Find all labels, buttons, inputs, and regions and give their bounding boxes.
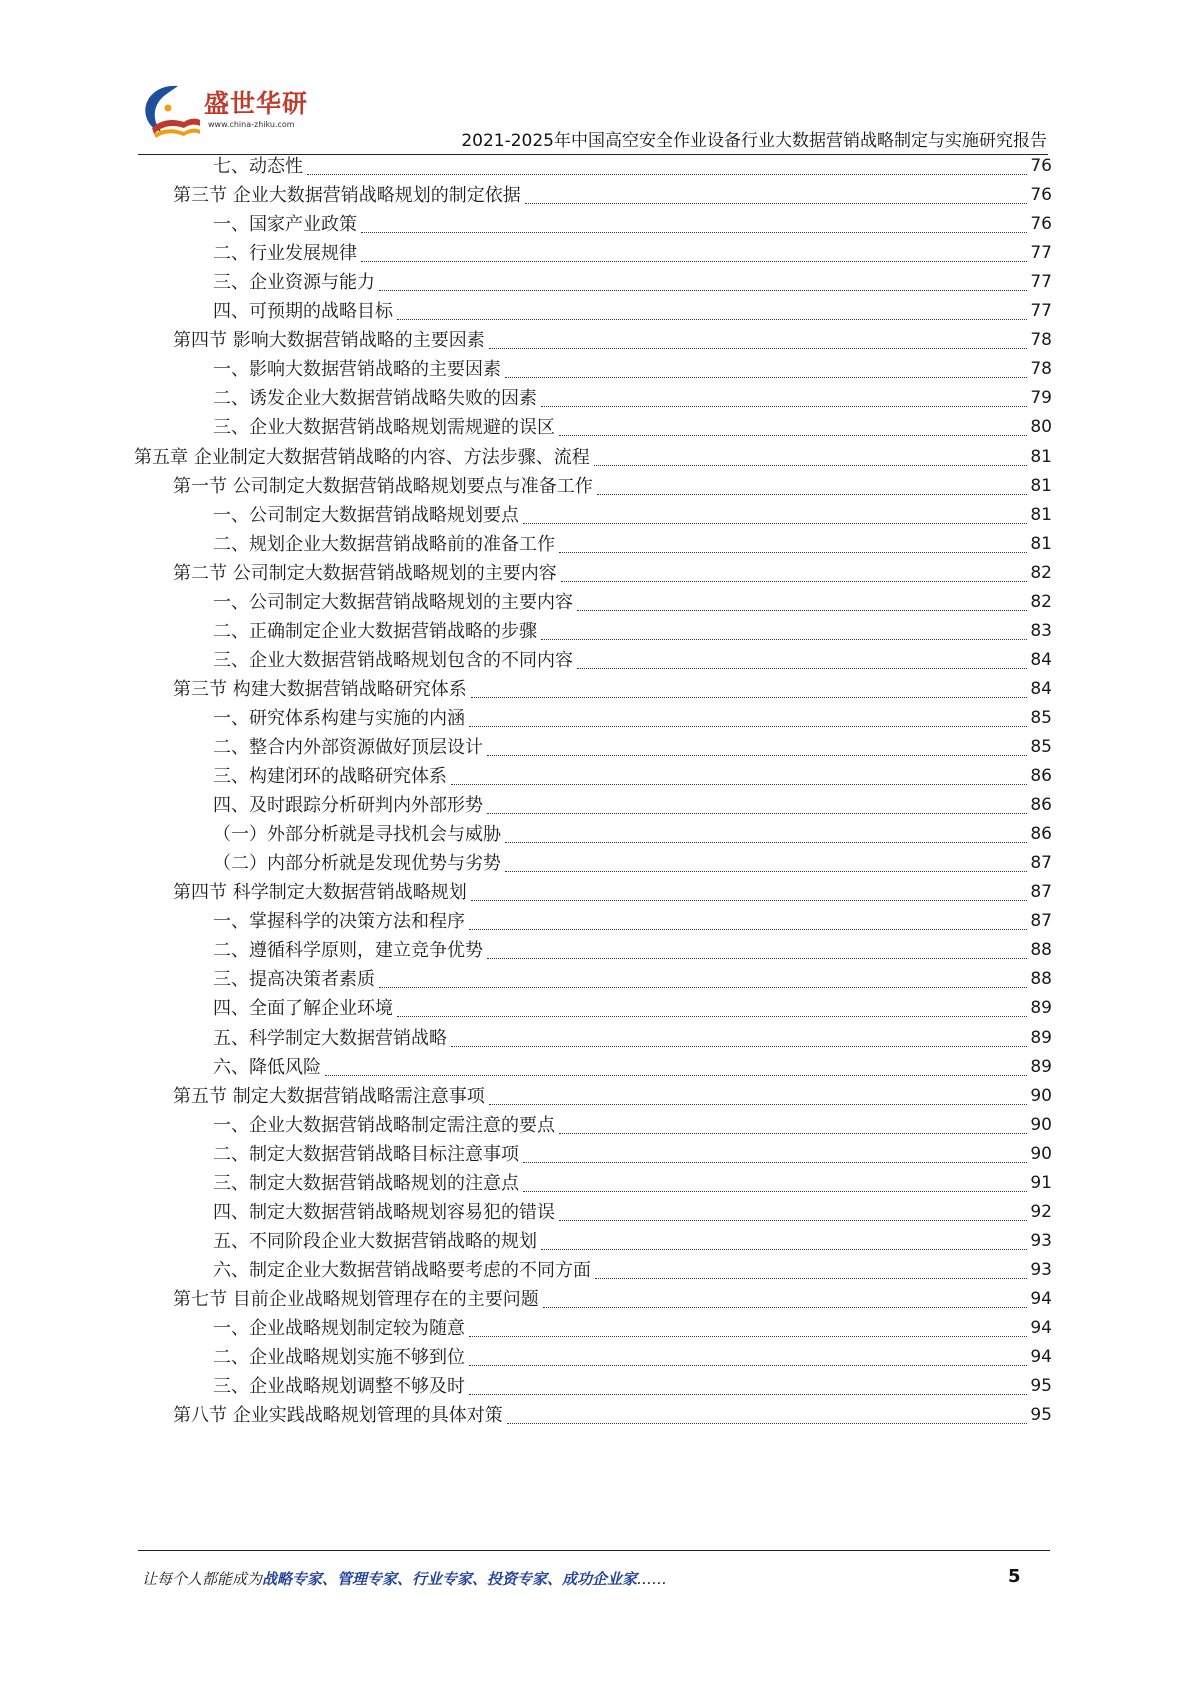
toc-leader-dots — [487, 755, 1027, 756]
toc-entry-page: 81 — [1030, 475, 1052, 496]
toc-entry[interactable] — [213, 906, 1052, 937]
toc-leader-dots — [577, 668, 1027, 669]
toc-entry-page: 83 — [1030, 620, 1052, 641]
toc-entry[interactable] — [213, 645, 1052, 676]
toc-entry-page: 89 — [1030, 998, 1052, 1019]
toc-entry-title: 一、企业大数据营销战略制定需注意的要点 — [213, 1114, 555, 1136]
toc-leader-dots — [307, 174, 1027, 175]
toc-entry-page: 84 — [1030, 649, 1052, 670]
toc-entry-title: 三、企业大数据营销战略规划包含的不同内容 — [213, 649, 573, 671]
toc-entry[interactable] — [213, 848, 1052, 879]
toc-entry[interactable] — [213, 1313, 1052, 1344]
toc-leader-dots — [487, 958, 1027, 959]
toc-leader-dots — [397, 1016, 1027, 1017]
toc-leader-dots — [469, 1394, 1027, 1395]
toc-entry-page: 89 — [1030, 1056, 1052, 1077]
toc-leader-dots — [487, 813, 1027, 814]
toc-leader-dots — [561, 581, 1028, 582]
toc-entry[interactable] — [213, 1255, 1052, 1286]
toc-entry[interactable] — [213, 267, 1052, 298]
toc-leader-dots — [397, 319, 1027, 320]
toc-entry-title: 二、诱发企业大数据营销战略失败的因素 — [213, 388, 537, 410]
toc-entry-page: 91 — [1030, 1172, 1052, 1193]
toc-entry-title: 三、企业大数据营销战略规划需规避的误区 — [213, 417, 555, 439]
toc-entry-title: 四、可预期的战略目标 — [213, 301, 393, 323]
toc-entry-page: 88 — [1030, 969, 1052, 990]
toc-entry-page: 86 — [1030, 766, 1052, 787]
toc-entry-title: 二、正确制定企业大数据营销战略的步骤 — [213, 620, 537, 642]
toc-entry-title: 第四节 影响大数据营销战略的主要因素 — [173, 330, 485, 352]
toc-leader-dots — [523, 1191, 1027, 1192]
toc-leader-dots — [469, 929, 1027, 930]
toc-entry[interactable] — [213, 1139, 1052, 1170]
toc-entry-title: 七、动态性 — [213, 156, 303, 177]
toc-leader-dots — [505, 842, 1027, 843]
toc-entry-page: 77 — [1030, 301, 1052, 322]
toc-leader-dots — [541, 406, 1027, 407]
toc-leader-dots — [507, 1423, 1028, 1424]
logo-url: www.china-zhiku.com — [208, 120, 295, 129]
toc-leader-dots — [525, 203, 1028, 204]
toc-entry-title: 三、制定大数据营销战略规划的注意点 — [213, 1172, 519, 1194]
toc-entry-title: 一、公司制定大数据营销战略规划要点 — [213, 504, 519, 526]
toc-entry[interactable] — [213, 209, 1052, 240]
toc-entry[interactable] — [173, 325, 1052, 356]
toc-entry-page: 77 — [1030, 243, 1052, 264]
toc-entry-title: 第二节 公司制定大数据营销战略规划的主要内容 — [173, 562, 557, 584]
toc-entry-title: 三、企业资源与能力 — [213, 272, 375, 294]
toc-entry-page: 78 — [1030, 330, 1052, 351]
toc-entry-title: 六、降低风险 — [213, 1056, 321, 1078]
toc-entry[interactable] — [213, 238, 1052, 269]
toc-entry-title: 五、不同阶段企业大数据营销战略的规划 — [213, 1230, 537, 1252]
toc-entry[interactable] — [213, 1226, 1052, 1257]
footer-slogan-suffix: …… — [637, 1570, 668, 1588]
toc-leader-dots — [541, 639, 1027, 640]
toc-entry-page: 95 — [1030, 1376, 1052, 1397]
toc-entry[interactable] — [173, 674, 1052, 705]
toc-entry[interactable] — [213, 819, 1052, 850]
toc-entry[interactable] — [213, 529, 1052, 560]
toc-entry[interactable] — [173, 1284, 1052, 1315]
toc-leader-dots — [469, 726, 1027, 727]
footer-slogan — [142, 1568, 667, 1589]
toc-entry[interactable] — [173, 877, 1052, 908]
toc-entry-page: 76 — [1030, 214, 1052, 235]
toc-entry-page: 94 — [1030, 1288, 1052, 1309]
toc-entry-title: 四、全面了解企业环境 — [213, 998, 393, 1020]
toc-leader-dots — [543, 1307, 1028, 1308]
toc-entry-title: 第八节 企业实践战略规划管理的具体对策 — [173, 1405, 503, 1427]
toc-entry-title: 二、遵循科学原则，建立竞争优势 — [213, 940, 483, 962]
toc-entry[interactable] — [134, 442, 1052, 473]
toc-leader-dots — [489, 348, 1028, 349]
company-logo — [138, 82, 318, 148]
toc-entry[interactable] — [213, 1023, 1052, 1054]
toc-entry-page: 81 — [1030, 533, 1052, 554]
toc-entry[interactable] — [213, 761, 1052, 792]
toc-leader-dots — [559, 552, 1027, 553]
toc-entry-page: 95 — [1030, 1405, 1052, 1426]
toc-entry-page: 79 — [1030, 388, 1052, 409]
toc-entry-title: 第三节 构建大数据营销战略研究体系 — [173, 678, 467, 700]
toc-entry[interactable] — [213, 964, 1052, 995]
toc-entry-page: 93 — [1030, 1230, 1052, 1251]
toc-entry[interactable] — [213, 703, 1052, 734]
toc-entry-page: 88 — [1030, 940, 1052, 961]
toc-leader-dots — [559, 1220, 1027, 1221]
toc-entry[interactable] — [213, 732, 1052, 763]
toc-entry-title: 二、行业发展规律 — [213, 243, 357, 265]
toc-leader-dots — [451, 784, 1027, 785]
toc-leader-dots — [489, 1104, 1028, 1105]
toc-entry-page: 85 — [1030, 707, 1052, 728]
toc-entry[interactable] — [213, 296, 1052, 327]
toc-entry-page: 89 — [1030, 1027, 1052, 1048]
toc-entry-page: 94 — [1030, 1347, 1052, 1368]
toc-entry-page: 84 — [1030, 678, 1052, 699]
toc-entry-title: 四、制定大数据营销战略规划容易犯的错误 — [213, 1201, 555, 1223]
toc-entry-title: 三、提高决策者素质 — [213, 969, 375, 991]
toc-entry[interactable] — [213, 1168, 1052, 1199]
toc-entry-page: 93 — [1030, 1259, 1052, 1280]
toc-entry[interactable] — [213, 993, 1052, 1024]
toc-entry[interactable] — [213, 1342, 1052, 1373]
toc-entry[interactable] — [213, 1371, 1052, 1402]
page-header — [0, 0, 1191, 150]
toc-entry-title: 第一节 公司制定大数据营销战略规划要点与准备工作 — [173, 475, 593, 497]
toc-entry[interactable] — [173, 558, 1052, 589]
toc-leader-dots — [325, 1075, 1027, 1076]
toc-entry-page: 77 — [1030, 272, 1052, 293]
toc-entry-page: 86 — [1030, 795, 1052, 816]
toc-entry-page: 87 — [1030, 911, 1052, 932]
toc-entry-title: 一、掌握科学的决策方法和程序 — [213, 911, 465, 933]
toc-leader-dots — [505, 871, 1027, 872]
toc-entry[interactable] — [213, 935, 1052, 966]
toc-entry[interactable] — [173, 180, 1052, 211]
toc-entry-page: 85 — [1030, 737, 1052, 757]
toc-entry[interactable] — [213, 383, 1052, 414]
toc-entry[interactable] — [213, 412, 1052, 443]
toc-leader-dots — [451, 1046, 1027, 1047]
toc-entry-page: 76 — [1030, 185, 1052, 206]
toc-leader-dots — [471, 697, 1028, 698]
toc-entry-page: 90 — [1030, 1114, 1052, 1135]
footer-divider — [138, 1550, 1050, 1551]
toc-entry-title: 一、影响大数据营销战略的主要因素 — [213, 359, 501, 381]
toc-entry-page: 90 — [1030, 1085, 1052, 1106]
toc-entry-title: （一）外部分析就是寻找机会与威胁 — [213, 824, 501, 846]
logo-name: 盛世华研 — [204, 89, 309, 118]
toc-entry-page: 78 — [1030, 359, 1052, 380]
toc-entry-title: 第三节 企业大数据营销战略规划的制定依据 — [173, 185, 521, 207]
toc-leader-dots — [523, 523, 1027, 524]
toc-entry-title: 三、构建闭环的战略研究体系 — [213, 766, 447, 788]
toc-entry-title: 二、整合内外部资源做好顶层设计 — [213, 737, 483, 758]
page-number: 5 — [1008, 1566, 1021, 1587]
toc-entry[interactable] — [213, 151, 1052, 182]
toc-entry-title: 五、科学制定大数据营销战略 — [213, 1027, 447, 1049]
logo-mark-icon — [138, 82, 202, 142]
toc-leader-dots — [361, 232, 1027, 233]
toc-leader-dots — [469, 1365, 1027, 1366]
toc-leader-dots — [469, 1336, 1027, 1337]
footer-slogan-prefix: 让每个人都能成为 — [142, 1570, 263, 1588]
toc-entry-page: 81 — [1030, 504, 1052, 525]
toc-entry[interactable] — [173, 1400, 1052, 1431]
toc-entry-title: 二、规划企业大数据营销战略前的准备工作 — [213, 533, 555, 555]
toc-entry[interactable] — [213, 616, 1052, 647]
toc-leader-dots — [541, 1249, 1027, 1250]
toc-leader-dots — [577, 610, 1027, 611]
toc-entry-page: 86 — [1030, 824, 1052, 845]
toc-entry[interactable] — [213, 1052, 1052, 1083]
toc-entry[interactable] — [173, 1081, 1052, 1112]
toc-entry-title: 一、企业战略规划制定较为随意 — [213, 1318, 465, 1339]
toc-entry[interactable] — [213, 1197, 1052, 1228]
toc-entry-page: 80 — [1030, 417, 1052, 438]
toc-leader-dots — [595, 1278, 1027, 1279]
toc-entry-title: 六、制定企业大数据营销战略要考虑的不同方面 — [213, 1259, 591, 1281]
toc-leader-dots — [597, 494, 1028, 495]
toc-leader-dots — [505, 377, 1027, 378]
toc-leader-dots — [559, 435, 1027, 436]
toc-entry[interactable] — [213, 587, 1052, 618]
toc-entry-page: 81 — [1030, 446, 1052, 467]
report-title: 2021-2025年中国高空安全作业设备行业大数据营销战略制定与实施研究报告 — [461, 131, 1047, 151]
toc-entry-page: 87 — [1030, 882, 1052, 903]
toc-leader-dots — [523, 1162, 1027, 1163]
toc-entry-title: 二、企业战略规划实施不够到位 — [213, 1347, 465, 1369]
toc-entry-page: 82 — [1030, 562, 1052, 583]
toc-entry-title: 第五节 制定大数据营销战略需注意事项 — [173, 1085, 485, 1107]
toc-entry-title: 第五章 企业制定大数据营销战略的内容、方法步骤、流程 — [134, 446, 590, 468]
toc-entry-title: 一、研究体系构建与实施的内涵 — [213, 707, 465, 729]
toc-entry-page: 76 — [1030, 156, 1052, 176]
toc-entry-title: 四、及时跟踪分析研判内外部形势 — [213, 795, 483, 817]
toc-entry[interactable] — [213, 500, 1052, 531]
toc-leader-dots — [379, 290, 1027, 291]
footer-slogan-highlight: 战略专家、管理专家、行业专家、投资专家、成功企业家 — [262, 1570, 638, 1588]
toc-entry[interactable] — [213, 790, 1052, 821]
toc-entry[interactable] — [173, 471, 1052, 502]
toc-leader-dots — [594, 465, 1028, 466]
toc-leader-dots — [361, 261, 1027, 262]
toc-entry-page: 87 — [1030, 853, 1052, 874]
toc-entry-title: 二、制定大数据营销战略目标注意事项 — [213, 1143, 519, 1165]
toc-entry-page: 92 — [1030, 1201, 1052, 1222]
toc-leader-dots — [471, 900, 1028, 901]
toc-leader-dots — [559, 1133, 1027, 1134]
toc-entry[interactable] — [213, 1110, 1052, 1141]
toc-entry-title: 第七节 目前企业战略规划管理存在的主要问题 — [173, 1288, 539, 1310]
toc-entry-title: 三、企业战略规划调整不够及时 — [213, 1376, 465, 1398]
toc-entry-title: 一、国家产业政策 — [213, 214, 357, 236]
toc-entry-page: 82 — [1030, 591, 1052, 612]
toc-entry-title: 第四节 科学制定大数据营销战略规划 — [173, 882, 467, 904]
toc-entry-page: 90 — [1030, 1143, 1052, 1164]
toc-entry-page: 94 — [1030, 1318, 1052, 1338]
toc-entry-title: （二）内部分析就是发现优势与劣势 — [213, 853, 501, 875]
toc-leader-dots — [379, 987, 1027, 988]
toc-entry[interactable] — [213, 354, 1052, 385]
toc-entry-title: 一、公司制定大数据营销战略规划的主要内容 — [213, 591, 573, 613]
